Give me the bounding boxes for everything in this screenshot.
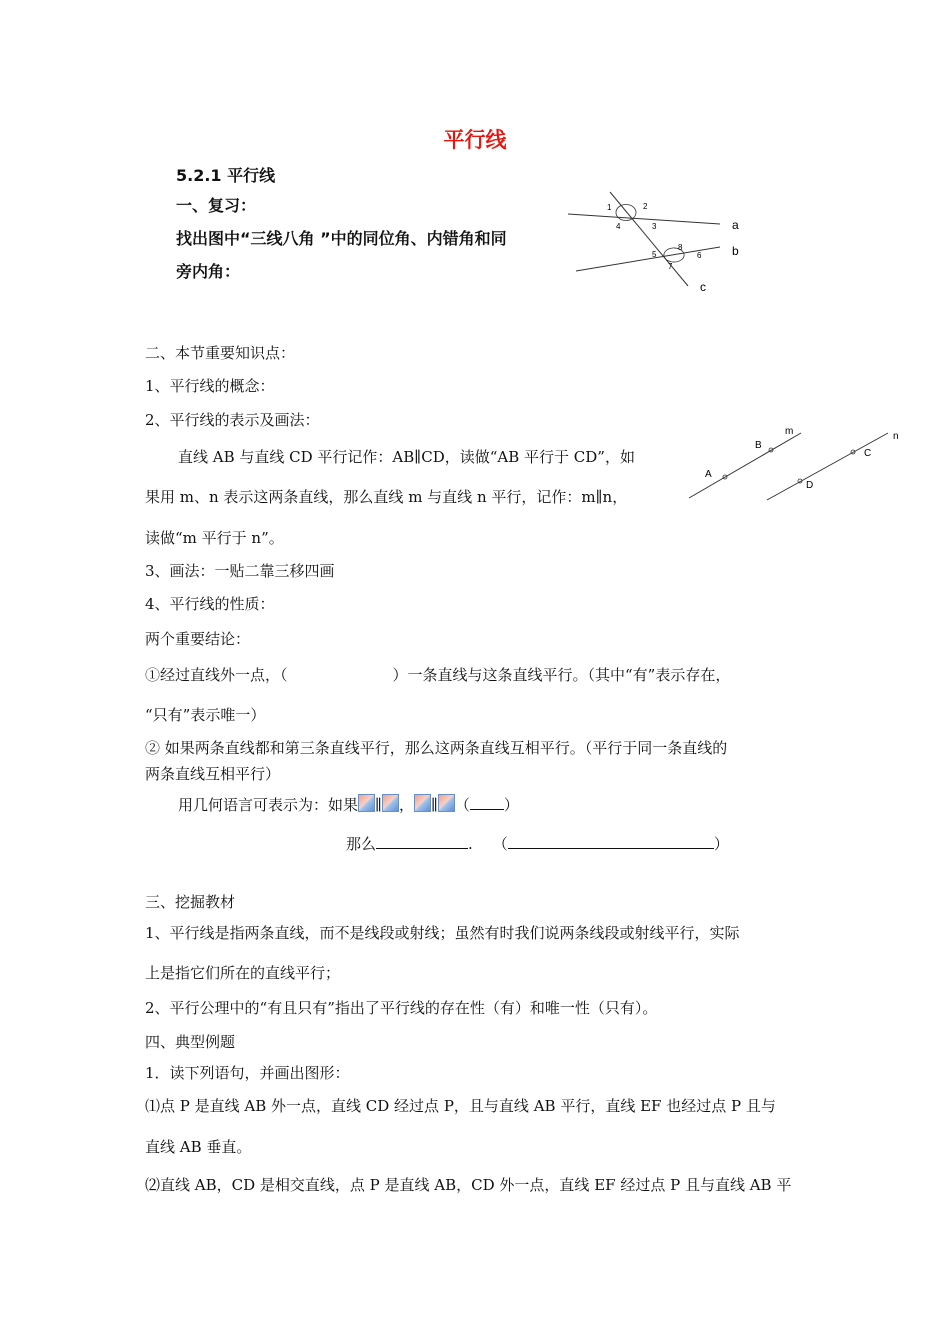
line-c-label: c	[700, 280, 706, 294]
then-paren-close: ）	[713, 835, 729, 853]
conclusion-1-line2: “只有”表示唯一）	[145, 706, 266, 724]
geo-paren-open: （	[454, 796, 470, 814]
point-b-label: B	[755, 440, 762, 451]
example-1-1-line1: ⑴点 P 是直线 AB 外一点，直线 CD 经过点 P，且与直线 AB 平行，直线 EF 也经过点 P 且与	[145, 1097, 776, 1115]
conclusion-1-end: ）一条直线与这条直线平行。（其中“有”表示存在，	[392, 666, 731, 684]
then-dot: .	[468, 835, 473, 853]
part2-item2: 2、平行线的表示及画法：	[145, 411, 320, 429]
part3-p2: 2、平行公理中的“有且只有”指出了平行线的存在性（有）和唯一性（只有）。	[145, 999, 658, 1017]
conclusions-heading: 两个重要结论：	[145, 630, 251, 648]
page-title: 平行线	[443, 128, 507, 152]
parallel-symbol: ∥	[375, 796, 382, 814]
line-b-label: b	[732, 244, 739, 258]
part2-heading: 二、本节重要知识点：	[145, 344, 296, 362]
then-expression	[346, 833, 729, 854]
conclusion-2-line1: ② 如果两条直线都和第三条直线平行，那么这两条直线互相平行。（平行于同一条直线的	[145, 739, 728, 757]
answer-blank-3[interactable]	[376, 834, 468, 849]
part2-item1: 1、平行线的概念：	[145, 377, 275, 395]
review-line-2: 旁内角：	[176, 262, 241, 281]
parallel-lines-figure	[683, 420, 913, 508]
part2-para1: 直线 AB 与直线 CD 平行记作：AB∥CD，读做“AB 平行于 CD”，如	[178, 448, 635, 466]
point-c-label: C	[864, 448, 872, 459]
answer-blank-4[interactable]	[508, 834, 714, 849]
angle-label-4: 4	[616, 222, 621, 231]
then-label: 那么	[346, 835, 377, 853]
image-placeholder-icon	[414, 794, 431, 812]
part2-para3: 读做“m 平行于 n”。	[145, 529, 284, 547]
point-d-label: D	[806, 480, 814, 491]
angle-label-8: 8	[678, 243, 683, 252]
part2-item3: 3、画法：一贴二靠三移四画	[145, 562, 335, 580]
angle-label-5: 5	[652, 250, 657, 259]
part4-heading: 四、典型例题	[145, 1033, 236, 1051]
example-1-heading: 1．读下列语句，并画出图形：	[145, 1064, 350, 1082]
part3-p1-line2: 上是指它们所在的直线平行；	[145, 964, 341, 982]
conclusion-1-start: ①经过直线外一点，（	[145, 666, 288, 684]
image-placeholder-icon	[438, 794, 455, 812]
geo-paren-close: ）	[503, 796, 519, 814]
part2-para2: 果用 m、n 表示这两条直线，那么直线 m 与直线 n 平行，记作：m∥n，	[145, 488, 628, 506]
geo-comma: ，	[398, 796, 414, 814]
parallel-symbol: ∥	[430, 796, 438, 814]
example-1-1-line2: 直线 AB 垂直。	[145, 1138, 252, 1156]
angle-label-7: 7	[668, 262, 673, 271]
angle-label-1: 1	[607, 203, 612, 212]
angle-label-2: 2	[643, 202, 648, 211]
line-a-label: a	[732, 218, 739, 232]
point-a-label: A	[705, 469, 712, 480]
geo-prefix: 用几何语言可表示为：如果	[178, 796, 359, 814]
example-1-2-line1: ⑵直线 AB，CD 是相交直线，点 P 是直线 AB，CD 外一点，直线 EF 经过点 P 且与直线 AB 平	[145, 1176, 792, 1194]
review-line-1: 找出图中“三线八角 ”中的同位角、内错角和同	[176, 229, 507, 248]
conclusion-2-line2: 两条直线互相平行）	[145, 765, 281, 783]
image-placeholder-icon	[358, 794, 375, 812]
conclusion-1	[145, 664, 730, 685]
section-heading: 5.2.1 平行线	[176, 166, 276, 185]
part2-item4: 4、平行线的性质：	[145, 595, 275, 613]
review-heading: 一、复习：	[176, 196, 257, 215]
line-m-label: m	[785, 426, 794, 437]
line-n-label: n	[893, 431, 899, 442]
three-lines-figure	[560, 188, 760, 298]
answer-blank-2[interactable]	[470, 795, 504, 810]
angle-label-3: 3	[652, 222, 657, 231]
image-placeholder-icon	[382, 794, 399, 812]
part3-p1-line1: 1、平行线是指两条直线，而不是线段或射线；虽然有时我们说两条线段或射线平行，实际	[145, 924, 740, 942]
angle-label-6: 6	[697, 251, 702, 260]
part3-heading: 三、挖掘教材	[145, 893, 236, 911]
geometry-expression	[178, 794, 519, 815]
then-paren-open: （	[492, 835, 508, 853]
